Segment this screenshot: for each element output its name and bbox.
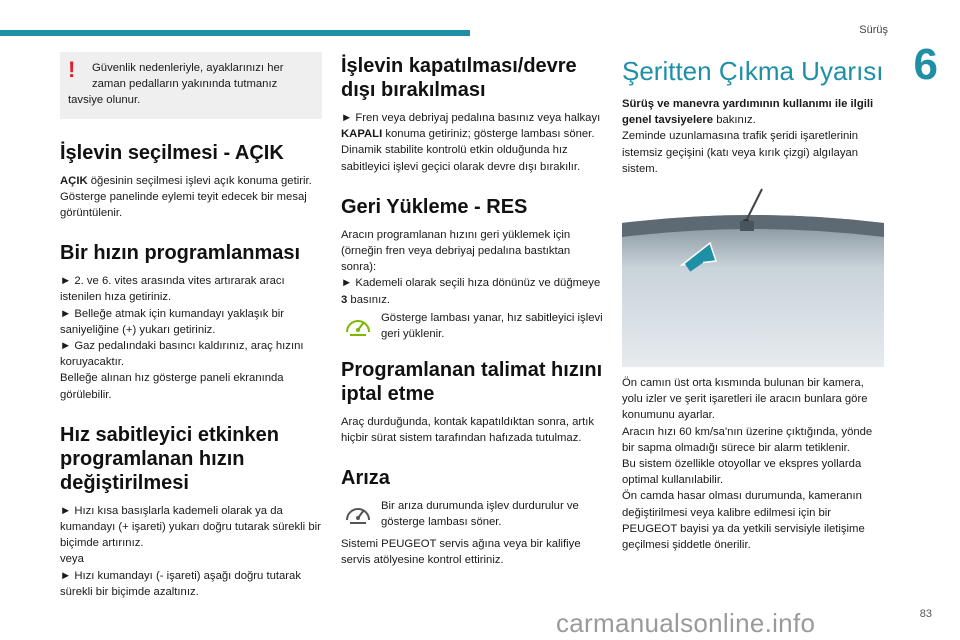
paragraph: ► Fren veya debriyaj pedalına basınız veya halkayı KAPALI konuma getiriniz; gösterge lambası söner. xyxy=(341,112,601,141)
paragraph: Araç durduğunda, kontak kapatıldıktan sonra, artık hiçbir sürat sistem tarafından hafızada tutulmaz. xyxy=(341,415,595,445)
heading-speed-programming: Bir hızın programlanması xyxy=(60,242,301,265)
paragraph: ► Belleğe atmak için kumandayı yaklaşık bir saniyeliğine (+) yukarı getiriniz. xyxy=(60,307,285,336)
chapter-number: 6 xyxy=(913,40,938,89)
warning-line: tavsiye olunur. xyxy=(68,94,141,107)
indicator-text: Gösterge lambası yanar, hız sabitleyici işlevi geri yüklenir. xyxy=(381,311,603,341)
paragraph: Aracın hızı 60 km/sa'nın üzerine çıktığında, yönde bir sapma olmadığı sürece bir alarm tetiklenir. xyxy=(622,425,873,454)
exclamation-icon: ! xyxy=(68,57,76,82)
paragraph: ► Hızı kısa basışlarla kademeli olarak ya da kumandayı (+ işareti) yukarı doğru tutarak sürekli bir biçimde artırınız. xyxy=(60,504,321,550)
warning-line: Güvenlik nedenleriyle, ayaklarınızı her xyxy=(92,62,284,74)
paragraph: Ön camda hasar olması durumunda, kameranın değiştirilmesi veya kalibre edilmesi için bir PEUGEOT bayisi ya da yetkili servisiyle iletişime geçilmesi şiddetle önerilir. xyxy=(622,490,865,552)
page-number: 83 xyxy=(919,608,932,620)
paragraph: Zeminde uzunlamasına trafik şeridi işaretlerinin istemsiz geçişini (katı veya kırık çizgi) algılayan sistem. xyxy=(622,130,859,175)
indicator-row xyxy=(341,310,603,344)
heading-speed-change: Hız sabitleyici etkinken programlanan hızın değiştirilmesi xyxy=(60,423,279,494)
paragraph: Dinamik stabilite kontrolü etkin olduğunda hız sabitleyici işlevi geçici olarak devre dışı bırakılır. xyxy=(341,144,581,173)
paragraph: Sistemi PEUGEOT servis ağına veya bir kalifiye servis atölyesine kontrol ettiriniz. xyxy=(341,538,581,567)
heading-resume: Geri Yükleme - RES xyxy=(341,195,528,218)
watermark: carmanualsonline.info xyxy=(556,608,816,638)
paragraph: AÇIK öğesinin seçilmesi işlevi açık konuma getirir. Gösterge panelinde eylemi teyit edecek bir mesaj görüntülenir. xyxy=(60,174,312,220)
heading-cancel: Programlanan talimat hızını iptal etme xyxy=(341,358,603,405)
paragraph: ► 2. ve 6. vites arasında vites artırarak aracı istenilen hıza getiriniz. xyxy=(60,275,285,304)
paragraph: ► Kademeli olarak seçili hıza dönünüz ve düğmeye 3 basınız. xyxy=(341,277,601,306)
warning-box xyxy=(60,52,322,119)
header-accent-bar xyxy=(0,30,470,36)
column-1 xyxy=(60,52,322,600)
paragraph: ► Hızı kumandayı (- işareti) aşağı doğru tutarak sürekli bir biçimde azaltınız. xyxy=(60,569,301,598)
section-title: Sürüş xyxy=(859,24,888,36)
paragraph: Bu sistem özellikle otoyollar ve ekspres yollarda optimal kullanılabilir. xyxy=(622,458,862,487)
paragraph: veya xyxy=(60,553,84,566)
indicator-text: Bir arıza durumunda işlev durdurulur ve gösterge lambası söner. xyxy=(381,500,579,529)
speedometer-icon xyxy=(341,310,375,344)
heading-deactivation: İşlevin kapatılması/devre dışı bırakılması xyxy=(341,55,577,101)
indicator-row xyxy=(341,498,603,532)
column-3 xyxy=(622,52,884,553)
paragraph: Aracın programlanan hızını geri yüklemek için (örneğin fren veya debriyaj pedalına bastıktan sonra): xyxy=(341,228,571,274)
windshield-camera-image xyxy=(622,187,884,367)
paragraph: Sürüş ve manevra yardımının kullanımı ile ilgili genel tavsiyelere bakınız. xyxy=(622,98,874,127)
paragraph: Belleğe alınan hız gösterge paneli ekranında görülebilir. xyxy=(60,372,284,401)
column-2 xyxy=(341,52,603,569)
heading-function-selection: İşlevin seçilmesi - AÇIK xyxy=(60,141,284,164)
warning-line: zaman pedalların yakınında tutmanız xyxy=(92,78,278,91)
page-title: Şeritten Çıkma Uyarısı xyxy=(622,56,884,86)
paragraph: ► Gaz pedalındaki basıncı kaldırınız, araç hızını koruyacaktır. xyxy=(60,340,304,369)
heading-fault: Arıza xyxy=(341,467,390,490)
paragraph: Ön camın üst orta kısmında bulunan bir kamera, yolu izler ve şerit işaretleri ile aracın bunlara göre konumunu ayarlar. xyxy=(622,377,868,422)
speedometer-icon xyxy=(341,498,375,532)
